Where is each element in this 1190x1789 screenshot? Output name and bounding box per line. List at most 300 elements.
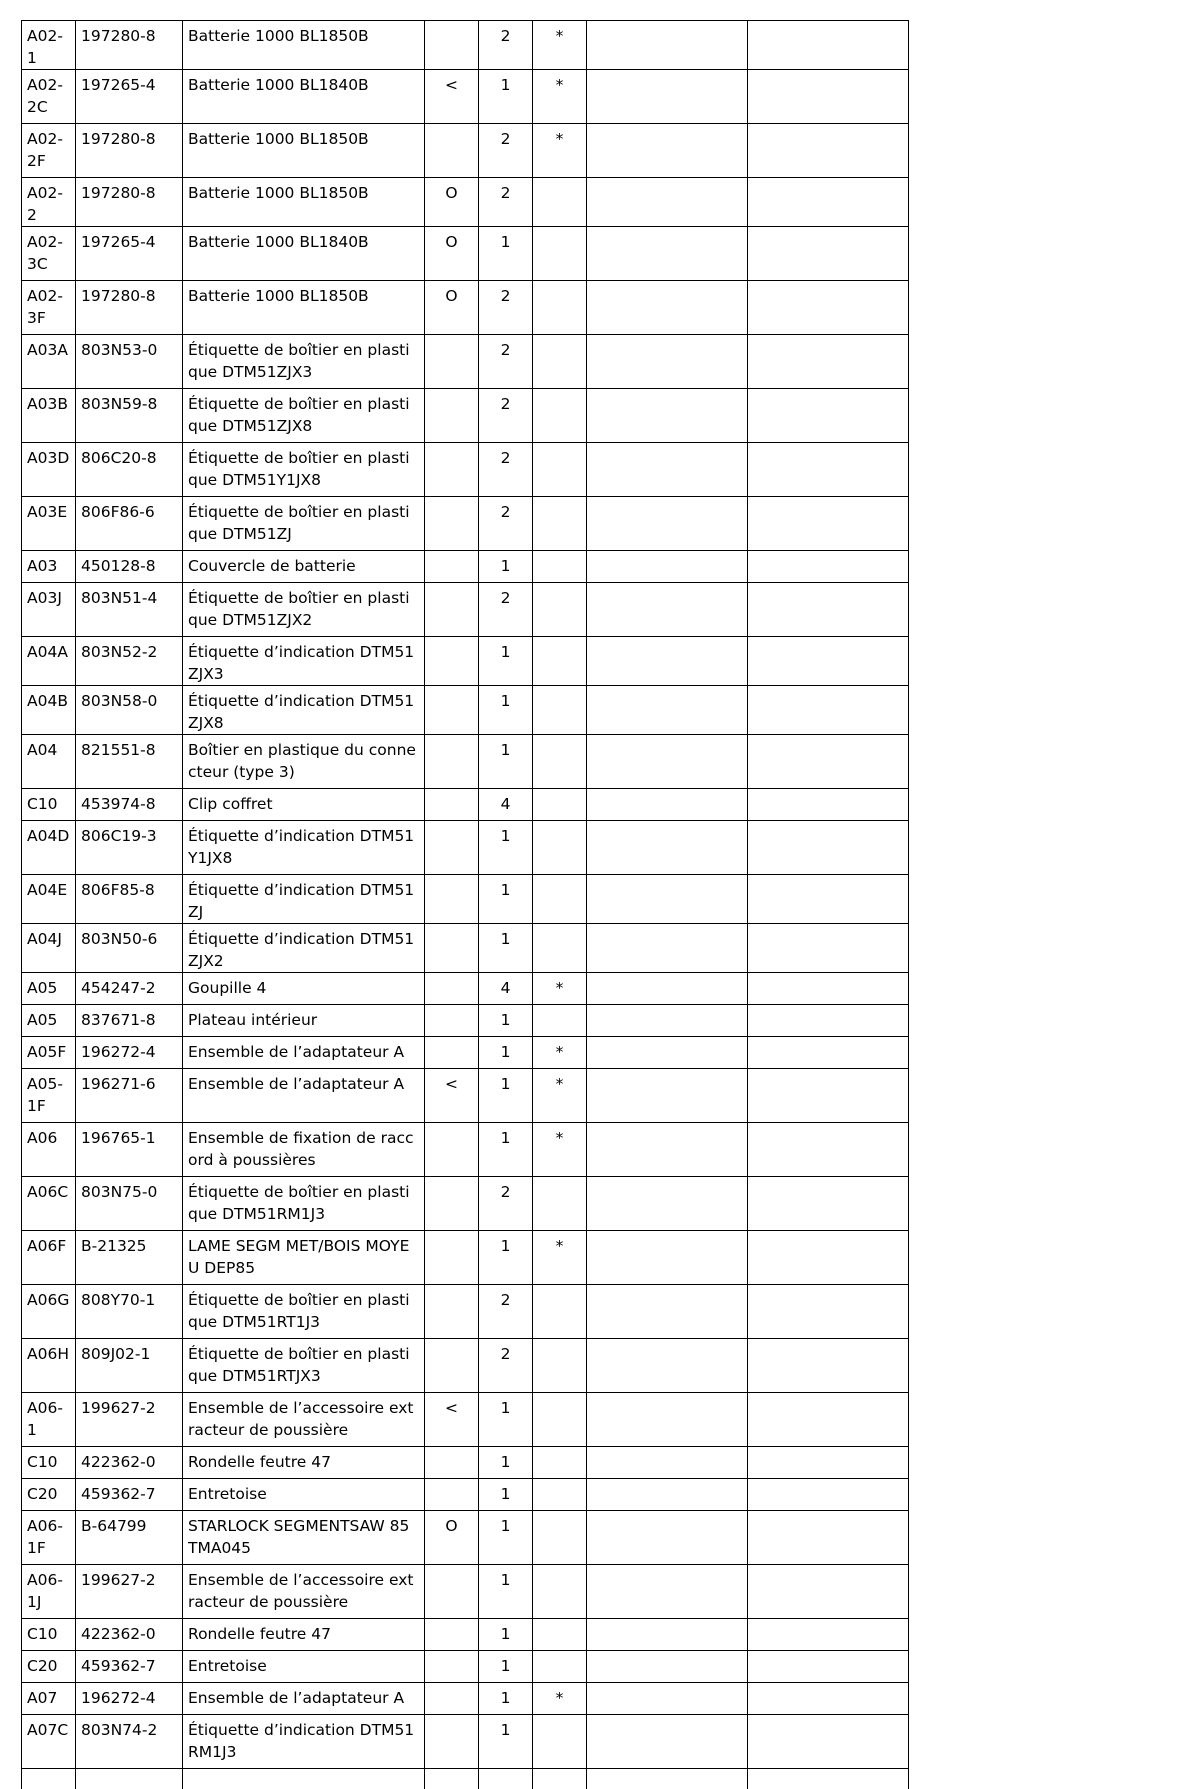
table-row bbox=[22, 1285, 909, 1339]
mark-cell: O bbox=[425, 1511, 479, 1565]
blank-cell-1 bbox=[587, 686, 748, 735]
description-cell: Batterie 1000 BL1850B bbox=[183, 178, 425, 227]
blank-cell-1 bbox=[587, 443, 748, 497]
note-cell: * bbox=[533, 1037, 587, 1069]
quantity-cell: 1 bbox=[479, 875, 533, 924]
ref-cell: A04D bbox=[22, 821, 76, 875]
quantity-cell: 2 bbox=[479, 389, 533, 443]
mark-cell bbox=[425, 686, 479, 735]
blank-cell-2 bbox=[748, 1619, 909, 1651]
ref-cell: A06H bbox=[22, 1339, 76, 1393]
quantity-cell: 1 bbox=[479, 1005, 533, 1037]
description-cell: Couvercle de batterie bbox=[183, 551, 425, 583]
ref-cell: A05F bbox=[22, 1037, 76, 1069]
quantity-cell: 1 bbox=[479, 1651, 533, 1683]
blank-cell-1 bbox=[587, 735, 748, 789]
ref-cell: A02-2 bbox=[22, 178, 76, 227]
blank-cell-2 bbox=[748, 551, 909, 583]
table-row bbox=[22, 1069, 909, 1123]
mark-cell: O bbox=[425, 178, 479, 227]
table-row bbox=[22, 1447, 909, 1479]
blank-cell-1 bbox=[587, 124, 748, 178]
ref-cell: A03A bbox=[22, 335, 76, 389]
part-number-cell: 806F85-8 bbox=[76, 875, 183, 924]
blank-cell-1 bbox=[587, 1565, 748, 1619]
note-cell bbox=[533, 227, 587, 281]
blank-cell-2 bbox=[748, 1005, 909, 1037]
mark-cell bbox=[425, 924, 479, 973]
quantity-cell: 4 bbox=[479, 973, 533, 1005]
blank-cell-2 bbox=[748, 1651, 909, 1683]
description-cell: Ensemble de l’adaptateur A bbox=[183, 1683, 425, 1715]
note-cell bbox=[533, 1651, 587, 1683]
ref-cell: C20 bbox=[22, 1479, 76, 1511]
ref-cell: A05-1F bbox=[22, 1069, 76, 1123]
ref-cell: A02-1 bbox=[22, 21, 76, 70]
ref-cell: A03J bbox=[22, 583, 76, 637]
blank-cell-2 bbox=[748, 389, 909, 443]
ref-cell: A03 bbox=[22, 551, 76, 583]
part-number-cell: 197280-8 bbox=[76, 21, 183, 70]
table-row bbox=[22, 1123, 909, 1177]
blank-cell-2 bbox=[748, 1285, 909, 1339]
note-cell bbox=[533, 924, 587, 973]
mark-cell: < bbox=[425, 70, 479, 124]
blank-cell-2 bbox=[748, 443, 909, 497]
quantity-cell: 2 bbox=[479, 1339, 533, 1393]
description-cell: Batterie 1000 BL1840B bbox=[183, 70, 425, 124]
table-row bbox=[22, 389, 909, 443]
blank-cell-2 bbox=[748, 21, 909, 70]
quantity-cell: 1 bbox=[479, 1447, 533, 1479]
ref-cell: A05 bbox=[22, 973, 76, 1005]
description-cell: Étiquette d’indication DTM51Y1JX8 bbox=[183, 821, 425, 875]
blank-cell-2 bbox=[748, 735, 909, 789]
ref-cell: A03D bbox=[22, 443, 76, 497]
mark-cell: < bbox=[425, 1393, 479, 1447]
blank-cell-2 bbox=[748, 637, 909, 686]
description-cell: Entretoise bbox=[183, 1479, 425, 1511]
blank-cell-1 bbox=[587, 70, 748, 124]
blank-cell-2 bbox=[748, 1177, 909, 1231]
quantity-cell: 1 bbox=[479, 1683, 533, 1715]
table-row bbox=[22, 1619, 909, 1651]
ref-cell: A02-3F bbox=[22, 281, 76, 335]
part-number-cell: 821551-8 bbox=[76, 735, 183, 789]
empty-cell bbox=[183, 1769, 425, 1789]
mark-cell bbox=[425, 735, 479, 789]
part-number-cell: 197280-8 bbox=[76, 124, 183, 178]
part-number-cell: 803N74-2 bbox=[76, 1715, 183, 1769]
blank-cell-1 bbox=[587, 1683, 748, 1715]
description-cell: STARLOCK SEGMENTSAW 85 TMA045 bbox=[183, 1511, 425, 1565]
blank-cell-2 bbox=[748, 1069, 909, 1123]
blank-cell-1 bbox=[587, 1123, 748, 1177]
blank-cell-1 bbox=[587, 789, 748, 821]
note-cell bbox=[533, 1285, 587, 1339]
quantity-cell: 1 bbox=[479, 1231, 533, 1285]
quantity-cell: 1 bbox=[479, 551, 533, 583]
part-number-cell: 196272-4 bbox=[76, 1683, 183, 1715]
blank-cell-2 bbox=[748, 1565, 909, 1619]
note-cell bbox=[533, 281, 587, 335]
table-row bbox=[22, 1177, 909, 1231]
description-cell: Ensemble de l’accessoire extracteur de poussière bbox=[183, 1393, 425, 1447]
quantity-cell: 2 bbox=[479, 1285, 533, 1339]
quantity-cell: 1 bbox=[479, 1715, 533, 1769]
table-row bbox=[22, 1565, 909, 1619]
blank-cell-2 bbox=[748, 124, 909, 178]
part-number-cell: 809J02-1 bbox=[76, 1339, 183, 1393]
part-number-cell: 422362-0 bbox=[76, 1619, 183, 1651]
table-row bbox=[22, 551, 909, 583]
blank-cell-1 bbox=[587, 178, 748, 227]
part-number-cell: 196271-6 bbox=[76, 1069, 183, 1123]
quantity-cell: 1 bbox=[479, 1393, 533, 1447]
blank-cell-1 bbox=[587, 924, 748, 973]
blank-cell-2 bbox=[748, 1715, 909, 1769]
quantity-cell: 4 bbox=[479, 789, 533, 821]
blank-cell-2 bbox=[748, 1511, 909, 1565]
table-row bbox=[22, 1339, 909, 1393]
description-cell: Batterie 1000 BL1850B bbox=[183, 21, 425, 70]
note-cell bbox=[533, 1565, 587, 1619]
quantity-cell: 2 bbox=[479, 497, 533, 551]
description-cell: Étiquette de boîtier en plastique DTM51ZJX2 bbox=[183, 583, 425, 637]
note-cell bbox=[533, 789, 587, 821]
note-cell: * bbox=[533, 1069, 587, 1123]
part-number-cell: 806C20-8 bbox=[76, 443, 183, 497]
empty-cell bbox=[479, 1769, 533, 1789]
description-cell: Étiquette de boîtier en plastique DTM51RTJX3 bbox=[183, 1339, 425, 1393]
description-cell: Ensemble de l’accessoire extracteur de poussière bbox=[183, 1565, 425, 1619]
ref-cell: A06G bbox=[22, 1285, 76, 1339]
part-number-cell: 196765-1 bbox=[76, 1123, 183, 1177]
description-cell: Étiquette de boîtier en plastique DTM51ZJ bbox=[183, 497, 425, 551]
part-number-cell: 196272-4 bbox=[76, 1037, 183, 1069]
parts-table bbox=[21, 20, 909, 1789]
blank-cell-2 bbox=[748, 686, 909, 735]
table-row bbox=[22, 973, 909, 1005]
note-cell bbox=[533, 1005, 587, 1037]
description-cell: Étiquette d’indication DTM51ZJX8 bbox=[183, 686, 425, 735]
note-cell: * bbox=[533, 1683, 587, 1715]
blank-cell-2 bbox=[748, 1447, 909, 1479]
blank-cell-1 bbox=[587, 281, 748, 335]
part-number-cell: 803N58-0 bbox=[76, 686, 183, 735]
ref-cell: A02-2C bbox=[22, 70, 76, 124]
blank-cell-2 bbox=[748, 1339, 909, 1393]
table-row bbox=[22, 335, 909, 389]
mark-cell bbox=[425, 1479, 479, 1511]
part-number-cell: 197280-8 bbox=[76, 178, 183, 227]
note-cell: * bbox=[533, 1123, 587, 1177]
part-number-cell: B-64799 bbox=[76, 1511, 183, 1565]
blank-cell-2 bbox=[748, 335, 909, 389]
ref-cell: A06-1 bbox=[22, 1393, 76, 1447]
table-row bbox=[22, 924, 909, 973]
table-row bbox=[22, 875, 909, 924]
note-cell bbox=[533, 335, 587, 389]
blank-cell-1 bbox=[587, 1285, 748, 1339]
note-cell bbox=[533, 1339, 587, 1393]
note-cell bbox=[533, 686, 587, 735]
note-cell: * bbox=[533, 70, 587, 124]
part-number-cell: 197265-4 bbox=[76, 227, 183, 281]
quantity-cell: 1 bbox=[479, 821, 533, 875]
mark-cell bbox=[425, 1037, 479, 1069]
blank-cell-1 bbox=[587, 1069, 748, 1123]
description-cell: Batterie 1000 BL1850B bbox=[183, 124, 425, 178]
note-cell bbox=[533, 1715, 587, 1769]
description-cell: Étiquette de boîtier en plastique DTM51Y1JX8 bbox=[183, 443, 425, 497]
empty-cell bbox=[748, 1769, 909, 1789]
blank-cell-2 bbox=[748, 281, 909, 335]
table-row bbox=[22, 124, 909, 178]
blank-cell-2 bbox=[748, 1683, 909, 1715]
blank-cell-1 bbox=[587, 1037, 748, 1069]
note-cell bbox=[533, 637, 587, 686]
ref-cell: A04A bbox=[22, 637, 76, 686]
empty-cell bbox=[425, 1769, 479, 1789]
empty-cell bbox=[533, 1769, 587, 1789]
table-row bbox=[22, 227, 909, 281]
description-cell: Étiquette de boîtier en plastique DTM51RT1J3 bbox=[183, 1285, 425, 1339]
description-cell: Entretoise bbox=[183, 1651, 425, 1683]
description-cell: Étiquette de boîtier en plastique DTM51ZJX8 bbox=[183, 389, 425, 443]
mark-cell bbox=[425, 551, 479, 583]
mark-cell bbox=[425, 1339, 479, 1393]
part-number-cell: 450128-8 bbox=[76, 551, 183, 583]
part-number-cell: 459362-7 bbox=[76, 1479, 183, 1511]
description-cell: Clip coffret bbox=[183, 789, 425, 821]
quantity-cell: 2 bbox=[479, 335, 533, 389]
description-cell: LAME SEGM MET/BOIS MOYEU DEP85 bbox=[183, 1231, 425, 1285]
mark-cell bbox=[425, 821, 479, 875]
mark-cell bbox=[425, 1447, 479, 1479]
note-cell bbox=[533, 875, 587, 924]
table-row bbox=[22, 1005, 909, 1037]
blank-cell-2 bbox=[748, 1393, 909, 1447]
ref-cell: C10 bbox=[22, 789, 76, 821]
blank-cell-1 bbox=[587, 1005, 748, 1037]
quantity-cell: 1 bbox=[479, 227, 533, 281]
description-cell: Rondelle feutre 47 bbox=[183, 1447, 425, 1479]
mark-cell bbox=[425, 1177, 479, 1231]
note-cell bbox=[533, 551, 587, 583]
description-cell: Étiquette de boîtier en plastique DTM51RM1J3 bbox=[183, 1177, 425, 1231]
part-number-cell: 806C19-3 bbox=[76, 821, 183, 875]
table-row bbox=[22, 686, 909, 735]
mark-cell bbox=[425, 1005, 479, 1037]
quantity-cell: 2 bbox=[479, 124, 533, 178]
mark-cell bbox=[425, 875, 479, 924]
part-number-cell: 197280-8 bbox=[76, 281, 183, 335]
note-cell bbox=[533, 1619, 587, 1651]
blank-cell-2 bbox=[748, 227, 909, 281]
ref-cell: A04B bbox=[22, 686, 76, 735]
description-cell: Plateau intérieur bbox=[183, 1005, 425, 1037]
note-cell bbox=[533, 1177, 587, 1231]
note-cell: * bbox=[533, 1231, 587, 1285]
mark-cell bbox=[425, 637, 479, 686]
part-number-cell: 199627-2 bbox=[76, 1393, 183, 1447]
blank-cell-1 bbox=[587, 1715, 748, 1769]
description-cell: Batterie 1000 BL1840B bbox=[183, 227, 425, 281]
blank-cell-1 bbox=[587, 583, 748, 637]
ref-cell: A03E bbox=[22, 497, 76, 551]
table-row bbox=[22, 1037, 909, 1069]
blank-cell-1 bbox=[587, 1231, 748, 1285]
quantity-cell: 1 bbox=[479, 924, 533, 973]
note-cell bbox=[533, 821, 587, 875]
blank-cell-1 bbox=[587, 637, 748, 686]
note-cell bbox=[533, 443, 587, 497]
mark-cell bbox=[425, 497, 479, 551]
blank-cell-2 bbox=[748, 789, 909, 821]
quantity-cell: 1 bbox=[479, 1619, 533, 1651]
table-row bbox=[22, 789, 909, 821]
blank-cell-2 bbox=[748, 821, 909, 875]
ref-cell: A06F bbox=[22, 1231, 76, 1285]
table-row bbox=[22, 281, 909, 335]
blank-cell-2 bbox=[748, 1123, 909, 1177]
part-number-cell: 454247-2 bbox=[76, 973, 183, 1005]
mark-cell bbox=[425, 1619, 479, 1651]
part-number-cell: 837671-8 bbox=[76, 1005, 183, 1037]
ref-cell: A06 bbox=[22, 1123, 76, 1177]
blank-cell-1 bbox=[587, 1651, 748, 1683]
quantity-cell: 2 bbox=[479, 583, 533, 637]
quantity-cell: 1 bbox=[479, 1037, 533, 1069]
mark-cell: < bbox=[425, 1069, 479, 1123]
table-row bbox=[22, 1479, 909, 1511]
table-row bbox=[22, 1651, 909, 1683]
description-cell: Étiquette d’indication DTM51RM1J3 bbox=[183, 1715, 425, 1769]
blank-cell-2 bbox=[748, 1479, 909, 1511]
part-number-cell: 459362-7 bbox=[76, 1651, 183, 1683]
quantity-cell: 1 bbox=[479, 1565, 533, 1619]
table-row bbox=[22, 497, 909, 551]
ref-cell: A07 bbox=[22, 1683, 76, 1715]
blank-cell-1 bbox=[587, 875, 748, 924]
blank-cell-2 bbox=[748, 875, 909, 924]
mark-cell bbox=[425, 1123, 479, 1177]
part-number-cell: 199627-2 bbox=[76, 1565, 183, 1619]
ref-cell: A04 bbox=[22, 735, 76, 789]
blank-cell-2 bbox=[748, 924, 909, 973]
description-cell: Rondelle feutre 47 bbox=[183, 1619, 425, 1651]
table-row bbox=[22, 1231, 909, 1285]
part-number-cell: B-21325 bbox=[76, 1231, 183, 1285]
table-row bbox=[22, 735, 909, 789]
blank-cell-1 bbox=[587, 21, 748, 70]
empty-cell bbox=[587, 1769, 748, 1789]
description-cell: Ensemble de l’adaptateur A bbox=[183, 1069, 425, 1123]
quantity-cell: 1 bbox=[479, 1069, 533, 1123]
part-number-cell: 803N51-4 bbox=[76, 583, 183, 637]
part-number-cell: 808Y70-1 bbox=[76, 1285, 183, 1339]
mark-cell bbox=[425, 443, 479, 497]
mark-cell bbox=[425, 389, 479, 443]
description-cell: Ensemble de fixation de raccord à poussières bbox=[183, 1123, 425, 1177]
ref-cell: A04J bbox=[22, 924, 76, 973]
mark-cell: O bbox=[425, 281, 479, 335]
mark-cell bbox=[425, 1683, 479, 1715]
note-cell bbox=[533, 583, 587, 637]
part-number-cell: 803N50-6 bbox=[76, 924, 183, 973]
mark-cell bbox=[425, 789, 479, 821]
note-cell bbox=[533, 1447, 587, 1479]
blank-cell-1 bbox=[587, 335, 748, 389]
quantity-cell: 1 bbox=[479, 1479, 533, 1511]
blank-cell-1 bbox=[587, 1619, 748, 1651]
description-cell: Boîtier en plastique du connecteur (type 3) bbox=[183, 735, 425, 789]
blank-cell-2 bbox=[748, 1037, 909, 1069]
blank-cell-1 bbox=[587, 551, 748, 583]
quantity-cell: 1 bbox=[479, 637, 533, 686]
ref-cell: A07C bbox=[22, 1715, 76, 1769]
note-cell bbox=[533, 178, 587, 227]
blank-cell-1 bbox=[587, 973, 748, 1005]
part-number-cell: 803N52-2 bbox=[76, 637, 183, 686]
note-cell bbox=[533, 1511, 587, 1565]
description-cell: Étiquette d’indication DTM51ZJX2 bbox=[183, 924, 425, 973]
quantity-cell: 2 bbox=[479, 21, 533, 70]
parts-table-body bbox=[22, 21, 909, 1789]
description-cell: Étiquette d’indication DTM51ZJX3 bbox=[183, 637, 425, 686]
table-row bbox=[22, 21, 909, 70]
quantity-cell: 1 bbox=[479, 735, 533, 789]
table-row bbox=[22, 1393, 909, 1447]
blank-cell-2 bbox=[748, 973, 909, 1005]
empty-cell bbox=[76, 1769, 183, 1789]
note-cell: * bbox=[533, 21, 587, 70]
note-cell bbox=[533, 497, 587, 551]
mark-cell bbox=[425, 1285, 479, 1339]
ref-cell: A06C bbox=[22, 1177, 76, 1231]
mark-cell bbox=[425, 1715, 479, 1769]
mark-cell bbox=[425, 1651, 479, 1683]
note-cell bbox=[533, 389, 587, 443]
description-cell: Étiquette de boîtier en plastique DTM51ZJX3 bbox=[183, 335, 425, 389]
mark-cell bbox=[425, 1565, 479, 1619]
description-cell: Goupille 4 bbox=[183, 973, 425, 1005]
quantity-cell: 1 bbox=[479, 70, 533, 124]
part-number-cell: 453974-8 bbox=[76, 789, 183, 821]
mark-cell bbox=[425, 21, 479, 70]
table-row bbox=[22, 1511, 909, 1565]
note-cell bbox=[533, 1393, 587, 1447]
blank-cell-2 bbox=[748, 497, 909, 551]
blank-cell-1 bbox=[587, 1339, 748, 1393]
mark-cell bbox=[425, 583, 479, 637]
table-row bbox=[22, 178, 909, 227]
ref-cell: C20 bbox=[22, 1651, 76, 1683]
quantity-cell: 2 bbox=[479, 1177, 533, 1231]
table-row bbox=[22, 637, 909, 686]
description-cell: Ensemble de l’adaptateur A bbox=[183, 1037, 425, 1069]
table-row bbox=[22, 443, 909, 497]
part-number-cell: 806F86-6 bbox=[76, 497, 183, 551]
ref-cell: A02-2F bbox=[22, 124, 76, 178]
mark-cell bbox=[425, 124, 479, 178]
table-row bbox=[22, 821, 909, 875]
quantity-cell: 2 bbox=[479, 281, 533, 335]
blank-cell-1 bbox=[587, 1177, 748, 1231]
blank-cell-2 bbox=[748, 1231, 909, 1285]
table-row bbox=[22, 70, 909, 124]
